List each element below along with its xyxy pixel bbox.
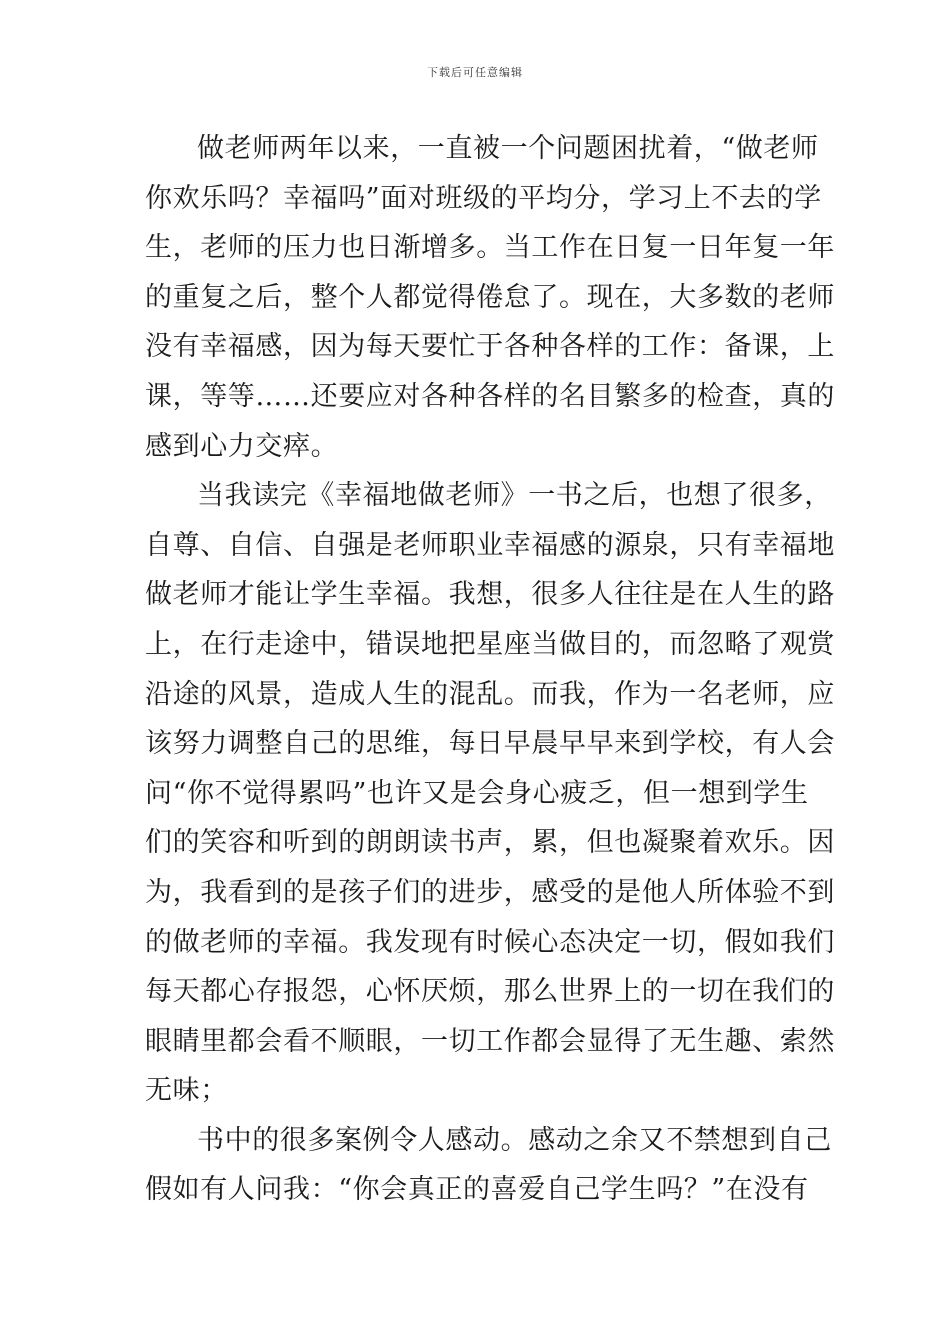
paragraph-line: 上，在行走途中，错误地把星座当做目的，而忽略了观赏 — [145, 628, 835, 660]
paragraph-line: 为，我看到的是孩子们的进步，感受的是他人所体验不到 — [145, 876, 835, 908]
paragraph-line: 生，老师的压力也日渐增多。当工作在日复一日年复一年 — [145, 232, 835, 264]
paragraph-line: 感到心力交瘁。 — [145, 430, 339, 462]
paragraph-3 — [145, 1116, 832, 1215]
paragraph-2 — [145, 471, 835, 1116]
paragraph-line: 做老师才能让学生幸福。我想，很多人往往是在人生的路 — [145, 579, 835, 611]
paragraph-line: 的重复之后，整个人都觉得倦怠了。现在，大多数的老师 — [145, 281, 835, 313]
paragraph-line: 书中的很多案例令人感动。感动之余又不禁想到自己 — [197, 1124, 832, 1156]
paragraph-line: 你欢乐吗？幸福吗”面对班级的平均分，学习上不去的学 — [145, 182, 822, 214]
paragraph-line: 自尊、自信、自强是老师职业幸福感的源泉，只有幸福地 — [145, 529, 835, 561]
paragraph-line: 每天都心存报怨，心怀厌烦，那么世界上的一切在我们的 — [145, 976, 835, 1008]
paragraph-1 — [145, 124, 835, 471]
paragraph-line: 们的笑容和听到的朗朗读书声，累，但也凝聚着欢乐。因 — [145, 827, 835, 859]
paragraph-line: 假如有人问我：“你会真正的喜爱自己学生吗？”在没有 — [145, 1174, 809, 1206]
paragraph-line: 眼睛里都会看不顺眼，一切工作都会显得了无生趣、索然 — [145, 1025, 835, 1057]
paragraph-line: 当我读完《幸福地做老师》一书之后，也想了很多， — [197, 480, 832, 512]
paragraph-line: 问“你不觉得累吗”也许又是会身心疲乏，但一想到学生 — [145, 777, 809, 809]
paragraph-line: 没有幸福感，因为每天要忙于各种各样的工作：备课，上 — [145, 331, 835, 363]
paragraph-line: 课，等等……还要应对各种各样的名目繁多的检查，真的 — [145, 380, 835, 412]
page-header: 下载后可任意编辑 — [427, 66, 523, 79]
paragraph-line: 的做老师的幸福。我发现有时候心态决定一切，假如我们 — [145, 926, 835, 958]
paragraph-line: 该努力调整自己的思维，每日早晨早早来到学校，有人会 — [145, 728, 835, 760]
paragraph-line: 无味； — [145, 1075, 228, 1107]
paragraph-line: 沿途的风景，造成人生的混乱。而我，作为一名老师，应 — [145, 678, 835, 710]
paragraph-line: 做老师两年以来，一直被一个问题困扰着，“做老师 — [197, 133, 819, 164]
document-body — [145, 124, 835, 1215]
